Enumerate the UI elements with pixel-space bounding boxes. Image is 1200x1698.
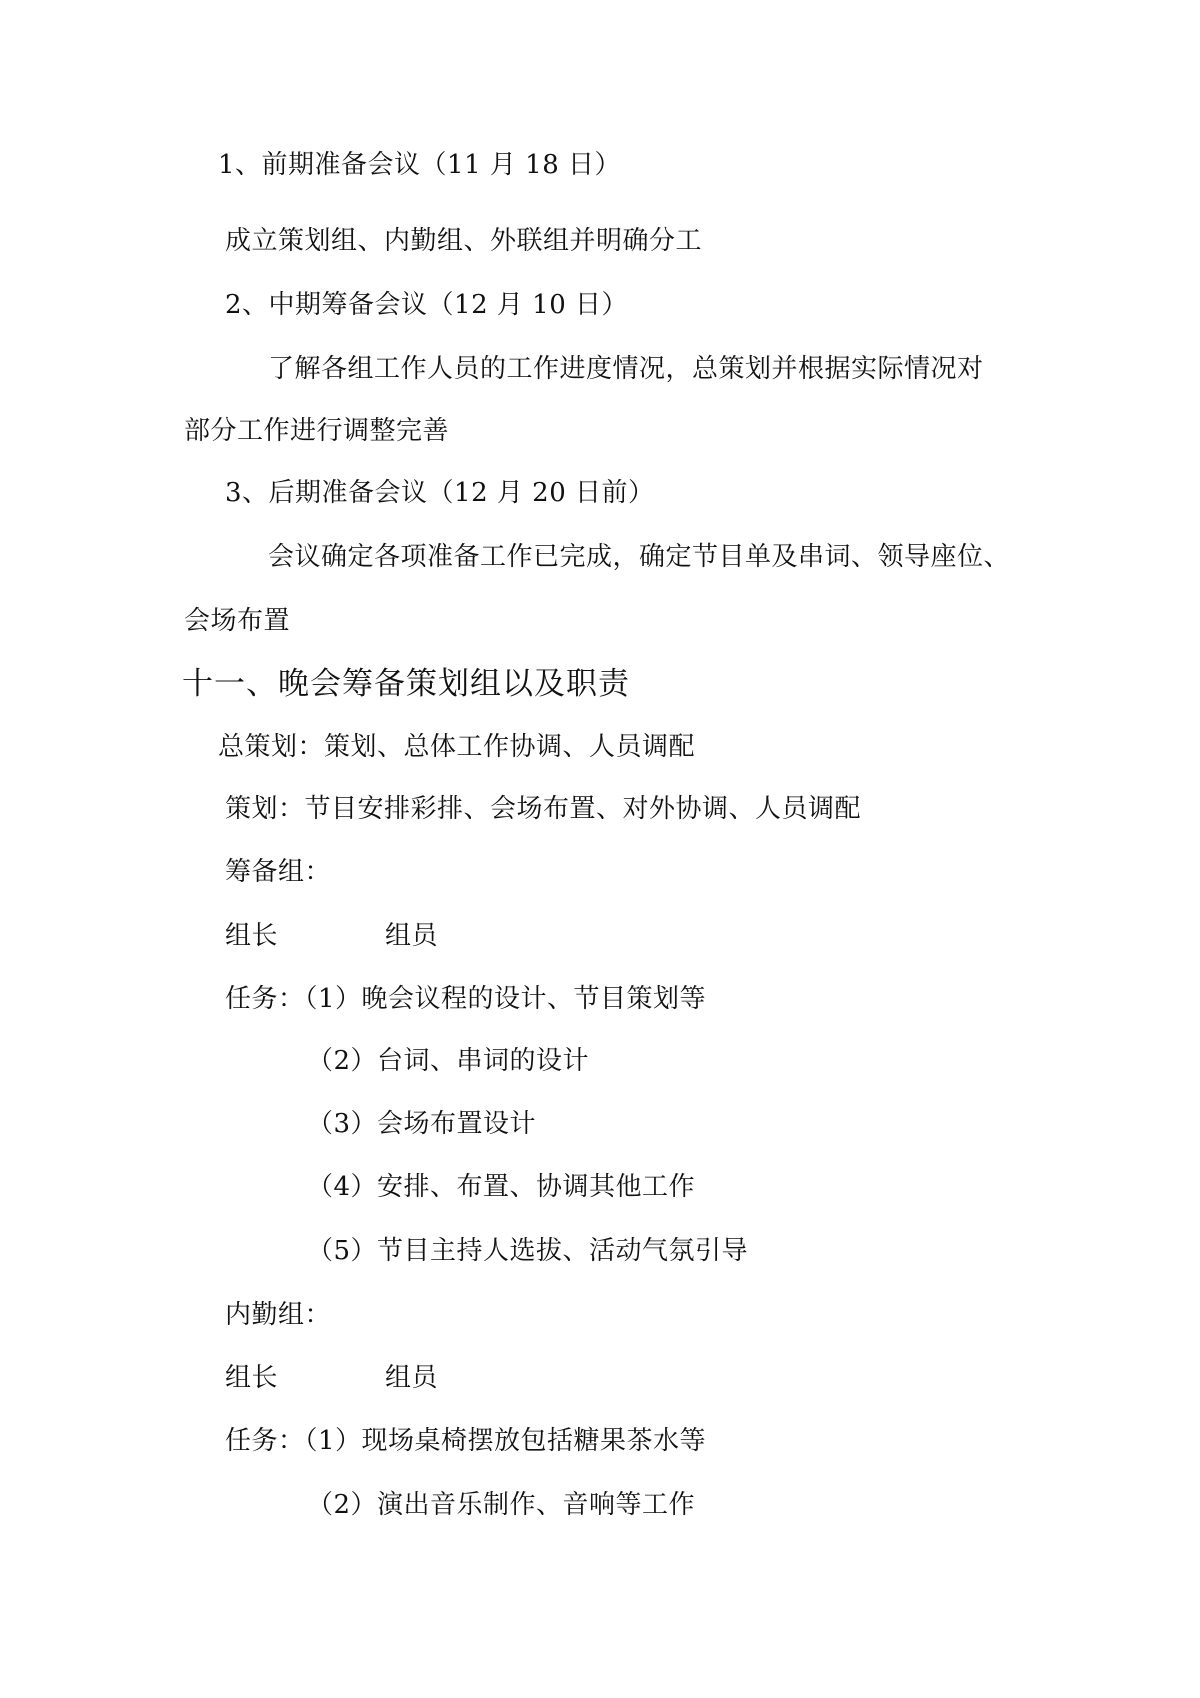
meeting-2-description-line-1: 了解各组工作人员的工作进度情况，总策划并根据实际情况对 bbox=[268, 354, 984, 384]
internal-group-task-1: 任务：（1）现场桌椅摆放包括糖果茶水等 bbox=[225, 1426, 707, 1456]
meeting-1-description: 成立策划组、内勤组、外联组并明确分工 bbox=[225, 226, 703, 256]
meeting-2-description-line-2: 部分工作进行调整完善 bbox=[184, 416, 450, 446]
prep-group-task-1: 任务：（1）晚会议程的设计、节目策划等 bbox=[225, 984, 707, 1014]
section-11-heading: 十一、晚会筹备策划组以及职责 bbox=[182, 666, 630, 702]
prep-group-task-4: （4）安排、布置、协调其他工作 bbox=[307, 1172, 696, 1202]
internal-group-task-2: （2）演出音乐制作、音响等工作 bbox=[307, 1490, 696, 1520]
meeting-3-description-line-2: 会场布置 bbox=[184, 606, 291, 636]
prep-group-task-2: （2）台词、串词的设计 bbox=[307, 1046, 590, 1076]
meeting-2-title: 2、中期筹备会议（12 月 10 日） bbox=[225, 290, 629, 320]
internal-group-members-label: 组员 bbox=[385, 1363, 439, 1393]
meeting-3-title: 3、后期准备会议（12 月 20 日前） bbox=[225, 478, 655, 508]
prep-group-task-3: （3）会场布置设计 bbox=[307, 1109, 537, 1139]
prep-group-title: 筹备组： bbox=[225, 857, 332, 887]
meeting-3-description-line-1: 会议确定各项准备工作已完成，确定节目单及串词、领导座位、 bbox=[268, 542, 1011, 572]
internal-group-title: 内勤组： bbox=[225, 1300, 332, 1330]
meeting-1-title: 1、前期准备会议（11 月 18 日） bbox=[218, 150, 622, 180]
internal-group-roles bbox=[225, 1361, 625, 1395]
prep-group-members-label: 组员 bbox=[385, 921, 439, 951]
planner-duties: 策划：节目安排彩排、会场布置、对外协调、人员调配 bbox=[225, 794, 862, 824]
internal-group-leader-label: 组长 bbox=[225, 1363, 279, 1393]
chief-planner-duties: 总策划：策划、总体工作协调、人员调配 bbox=[218, 732, 696, 762]
prep-group-task-5: （5）节目主持人选拔、活动气氛引导 bbox=[307, 1236, 749, 1266]
prep-group-roles bbox=[225, 919, 625, 953]
prep-group-leader-label: 组长 bbox=[225, 921, 279, 951]
